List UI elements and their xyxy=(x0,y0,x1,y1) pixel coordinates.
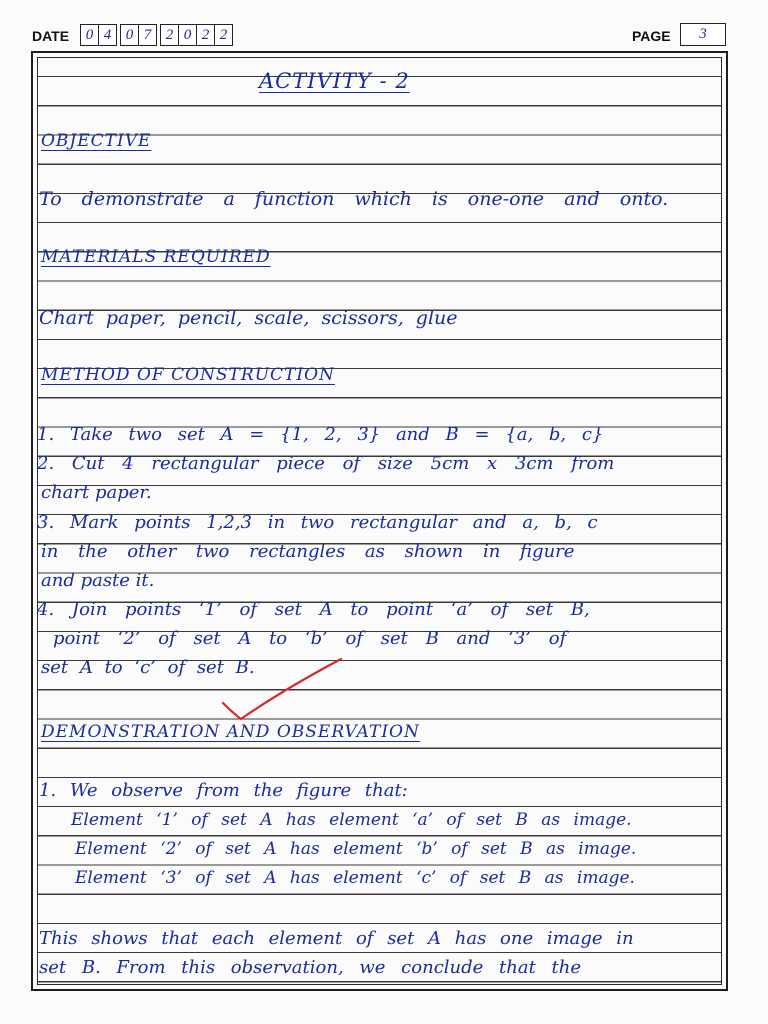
demo-line: Element ‘2’ of set A has element ‘b’ of set B as image. xyxy=(75,839,637,859)
date-digit: 0 xyxy=(80,24,99,46)
method-line: 2. Cut 4 rectangular piece of size 5cm x 3cm from xyxy=(37,453,615,474)
date-day xyxy=(80,24,116,46)
checkmark-icon xyxy=(221,651,391,721)
date-digit: 2 xyxy=(160,24,179,46)
demo-line: Element ‘1’ of set A has element ‘a’ of set B as image. xyxy=(71,810,632,830)
method-line: point ‘2’ of set A to ‘b’ of set B and ‘3’ of xyxy=(53,628,567,649)
ruled-sheet xyxy=(31,51,728,991)
conclusion-line: set B. From this observation, we conclude that the xyxy=(39,957,582,978)
page-header xyxy=(0,22,768,52)
demo-line: 1. We observe from the figure that: xyxy=(39,780,408,801)
date-year xyxy=(160,24,232,46)
date-digit: 0 xyxy=(120,24,139,46)
date-digit: 2 xyxy=(196,24,215,46)
materials-heading: MATERIALS REQUIRED xyxy=(41,247,271,267)
method-line: set A to ‘c’ of set B. xyxy=(41,657,255,678)
method-line: 3. Mark points 1,2,3 in two rectangular and a, b, c xyxy=(37,512,598,533)
materials-text: Chart paper, pencil, scale, scissors, glue xyxy=(39,307,458,329)
date-label: DATE xyxy=(32,28,70,44)
date-month xyxy=(120,24,156,46)
page-label: PAGE xyxy=(632,28,671,44)
demo-line: Element ‘3’ of set A has element ‘c’ of set B as image. xyxy=(75,868,635,888)
method-heading: METHOD OF CONSTRUCTION xyxy=(41,365,335,385)
date-digit: 2 xyxy=(214,24,233,46)
date-boxes xyxy=(80,24,236,46)
method-line: and paste it. xyxy=(41,570,155,591)
page-number: 3 xyxy=(680,23,726,46)
objective-heading: OBJECTIVE xyxy=(41,131,152,151)
objective-text: To demonstrate a function which is one-one and onto. xyxy=(39,188,669,210)
date-digit: 4 xyxy=(98,24,117,46)
demo-heading: DEMONSTRATION AND OBSERVATION xyxy=(41,722,420,742)
conclusion-line: This shows that each element of set A has one image in xyxy=(39,928,634,949)
date-digit: 7 xyxy=(138,24,157,46)
method-line: 4. Join points ‘1’ of set A to point ‘a’ of set B, xyxy=(37,599,590,620)
date-digit: 0 xyxy=(178,24,197,46)
method-line: chart paper. xyxy=(41,482,152,503)
method-line: 1. Take two set A = {1, 2, 3} and B = {a, b, c} xyxy=(37,424,604,445)
page-title: ACTIVITY - 2 xyxy=(259,69,410,93)
method-line: in the other two rectangles as shown in figure xyxy=(41,541,575,562)
